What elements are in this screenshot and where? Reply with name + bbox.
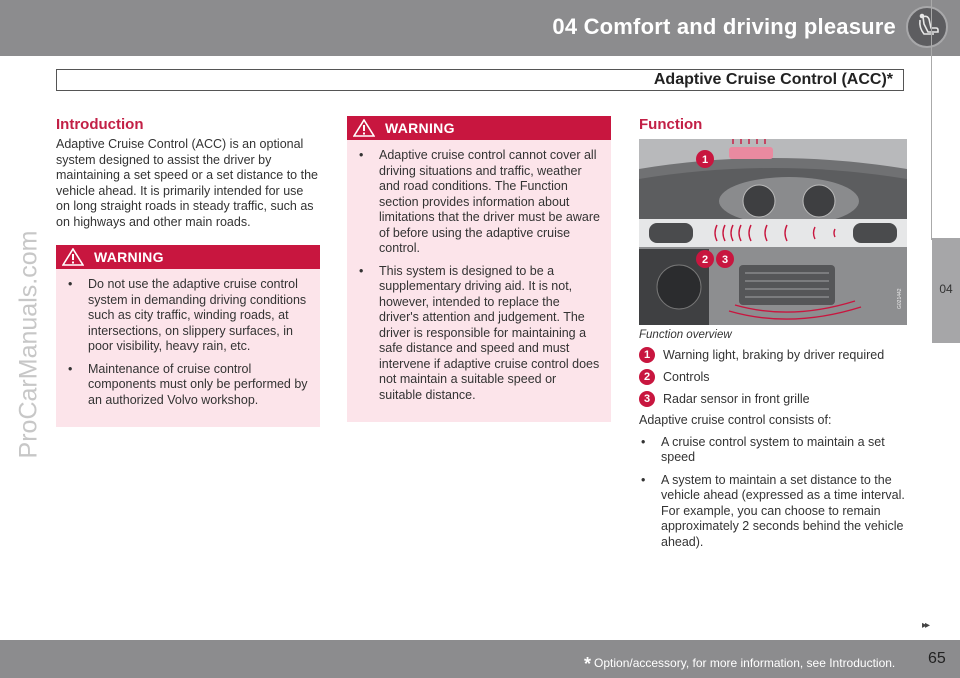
warning-list	[347, 140, 611, 403]
footnote-text: Option/accessory, for more information, see Introduction.	[594, 656, 896, 670]
warning-label: WARNING	[385, 120, 455, 136]
figure-caption: Function overview	[639, 329, 732, 341]
warning-column	[347, 116, 611, 422]
legend-number: 2	[639, 369, 655, 385]
function-bullet-list	[639, 435, 907, 551]
figure-callout: 2	[701, 254, 709, 266]
footnote-star: *	[584, 654, 592, 674]
next-page-arrows[interactable]: ▸▸	[922, 620, 929, 631]
chapter-header	[0, 0, 960, 56]
function-column	[639, 116, 907, 557]
warning-triangle-icon	[353, 119, 375, 137]
function-overview-figure	[639, 139, 907, 325]
intro-column	[56, 116, 320, 427]
chapter-title: 04 Comfort and driving pleasure	[552, 14, 896, 39]
margin-rule	[931, 0, 932, 240]
footnote	[584, 654, 895, 675]
legend-item	[639, 366, 907, 388]
legend-number: 3	[639, 391, 655, 407]
consists-text: Adaptive cruise control consists of:	[639, 413, 832, 427]
legend-item	[639, 344, 907, 366]
page-number: 65	[928, 650, 946, 667]
warning-item: • This system is designed to be a supplementary driving aid. It is not, however, intended to replace the driver's attention and judgement. The driver is responsible for maintaining a safe distance and speed and must intervene if adaptive cruise control does not maintain a suitable speed or suitable distance.	[357, 264, 601, 404]
warning-box	[347, 116, 611, 422]
seat-icon	[906, 6, 948, 48]
function-illustration	[639, 139, 907, 325]
intro-heading: Introduction	[56, 116, 144, 133]
legend-text: Controls	[663, 370, 710, 384]
figure-callout: 3	[721, 254, 729, 266]
warning-item: • Maintenance of cruise control components must only be performed by an authorized Volvo workshop.	[66, 362, 310, 409]
function-bullet: • A cruise control system to maintain a set speed	[639, 435, 907, 466]
legend-text: Radar sensor in front grille	[663, 392, 810, 406]
warning-box	[56, 245, 320, 427]
warning-header	[56, 245, 320, 269]
chapter-tab-label: 04	[939, 282, 953, 296]
warning-list	[56, 269, 320, 408]
chapter-tab[interactable]	[932, 238, 960, 343]
function-bullet: • A system to maintain a set distance to the vehicle ahead (expressed as a time interval. For example, you can choose to remain approximately 2 seconds behind the vehicle ahead).	[639, 473, 907, 551]
figure-code: G021442	[897, 288, 903, 309]
warning-item: • Do not use the adaptive cruise control system in demanding driving conditions such as city traffic, winding roads, at intersections, on slippery surfaces, in poor visibility, heavy rain, etc.	[66, 277, 310, 355]
warning-header	[347, 116, 611, 140]
figure-callout: 1	[701, 154, 709, 166]
warning-item: • Adaptive cruise control cannot cover all driving situations and traffic, weather and road conditions. The Function section provides information about limitations that the driver must be aware of before using the adaptive cruise control.	[357, 148, 601, 257]
warning-label: WARNING	[94, 249, 164, 265]
legend-number: 1	[639, 347, 655, 363]
warning-triangle-icon	[62, 248, 84, 266]
function-heading: Function	[639, 116, 703, 133]
legend-text: Warning light, braking by driver required	[663, 348, 885, 362]
section-title: Adaptive Cruise Control (ACC)*	[653, 71, 893, 88]
legend-item	[639, 388, 907, 410]
watermark: ProCarManuals.com	[14, 230, 43, 459]
page-footer	[0, 640, 960, 678]
intro-text: Adaptive Cruise Control (ACC) is an optional system designed to assist the driver by maintaining a set speed or a set distance to the vehicle ahead. It is primarily intended for use on long straight roads in steady traffic, such as on highways and other main roads.	[56, 137, 318, 229]
section-title-box	[56, 69, 904, 91]
